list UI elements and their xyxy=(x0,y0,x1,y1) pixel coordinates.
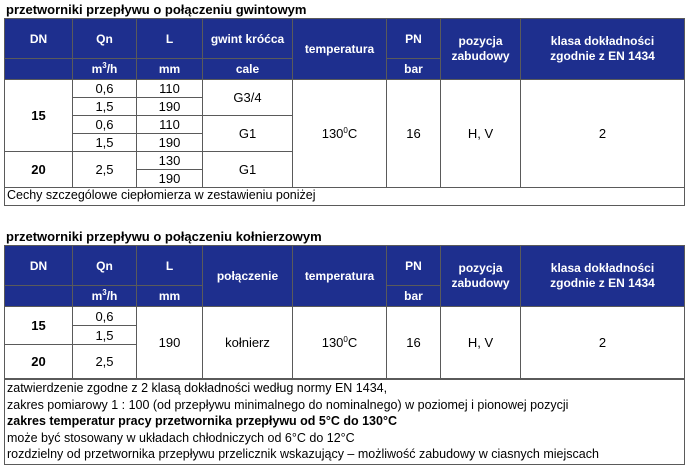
qn-cell: 1,5 xyxy=(73,98,137,116)
thread-cell: G3/4 xyxy=(203,80,293,116)
header-temperature: temperatura xyxy=(293,19,387,80)
threaded-flow-sensors-table xyxy=(4,18,685,206)
class-cell: 2 xyxy=(521,80,685,188)
qn-cell: 2,5 xyxy=(73,152,137,188)
header-l-unit: mm xyxy=(137,286,203,307)
header-pn: PN xyxy=(387,19,441,59)
header-l: L xyxy=(137,19,203,59)
header-class: klasa dokładności zgodnie z EN 1434 xyxy=(521,246,685,307)
qn-cell: 1,5 xyxy=(73,134,137,152)
class-cell: 2 xyxy=(521,307,685,379)
header-l-unit: mm xyxy=(137,59,203,80)
note-line: zakres temperatur pracy przetwornika przepływu od 5°C do 130°C xyxy=(7,414,397,428)
note-line: zakres pomiarowy 1 : 100 (od przepływu minimalnego do nominalnego) w poziomej i pionowej pozycji xyxy=(7,397,569,412)
header-qn: Qn xyxy=(73,19,137,59)
header-connection: połączenie xyxy=(203,246,293,307)
pn-cell: 16 xyxy=(387,307,441,379)
qn-cell: 1,5 xyxy=(73,326,137,345)
l-cell: 190 xyxy=(137,134,203,152)
dn-cell: 20 xyxy=(5,345,73,379)
position-cell: H, V xyxy=(441,80,521,188)
l-cell: 110 xyxy=(137,80,203,98)
pn-cell: 16 xyxy=(387,80,441,188)
position-cell: H, V xyxy=(441,307,521,379)
note-line: rozdzielny od przetwornika przepływu przelicznik wskazujący – możliwość zabudowy w ciasnych miejscach xyxy=(7,447,599,461)
header-dn: DN xyxy=(5,19,73,59)
header-class: klasa dokładności zgodnie z EN 1434 xyxy=(521,19,685,80)
section-2-title: przetworniki przepływu o połączeniu kołnierzowym xyxy=(6,229,322,244)
thread-cell: G1 xyxy=(203,116,293,152)
temperature-cell: $130^0C$ xyxy=(293,307,387,379)
qn-cell: 0,6 xyxy=(73,307,137,326)
header-pn-unit: bar xyxy=(387,59,441,80)
qn-cell: 2,5 xyxy=(73,345,137,379)
temperature-cell: $130^0C$ xyxy=(293,80,387,188)
dn-cell: 15 xyxy=(5,80,73,152)
header-qn-unit: $m^3/h$ xyxy=(73,59,137,80)
l-cell: 110 xyxy=(137,116,203,134)
l-cell: 190 xyxy=(137,307,203,379)
note-line: może być stosowany w układach chłodniczych od 6°C do 12°C xyxy=(7,430,355,445)
header-qn-unit: $m^3/h$ xyxy=(73,286,137,307)
header-pn: PN xyxy=(387,246,441,286)
header-thread: gwint króćca xyxy=(203,19,293,59)
header-dn-unit xyxy=(5,59,73,80)
thread-cell: G1 xyxy=(203,152,293,188)
l-cell: 190 xyxy=(137,98,203,116)
header-position: pozycja zabudowy xyxy=(441,19,521,80)
header-temperature: temperatura xyxy=(293,246,387,307)
header-position: pozycja zabudowy xyxy=(441,246,521,307)
l-cell: 190 xyxy=(137,170,203,188)
dn-cell: 20 xyxy=(5,152,73,188)
header-qn: Qn xyxy=(73,246,137,286)
note-line: zatwierdzenie zgodne z 2 klasą dokładności według normy EN 1434, xyxy=(7,381,388,395)
section-1-title: przetworniki przepływu o połączeniu gwintowym xyxy=(6,2,307,17)
dn-cell: 15 xyxy=(5,307,73,345)
section-1-note: Cechy szczególowe ciepłomierza w zestawieniu poniżej xyxy=(5,188,685,206)
header-dn: DN xyxy=(5,246,73,286)
header-pn-unit: bar xyxy=(387,286,441,307)
connection-cell: kołnierz xyxy=(203,307,293,379)
qn-cell: 0,6 xyxy=(73,116,137,134)
header-l: L xyxy=(137,246,203,286)
header-thread-unit: cale xyxy=(203,59,293,80)
header-dn-unit xyxy=(5,286,73,307)
flanged-flow-sensors-table xyxy=(4,245,685,379)
qn-cell: 0,6 xyxy=(73,80,137,98)
section-2-notes xyxy=(4,379,685,465)
l-cell: 130 xyxy=(137,152,203,170)
